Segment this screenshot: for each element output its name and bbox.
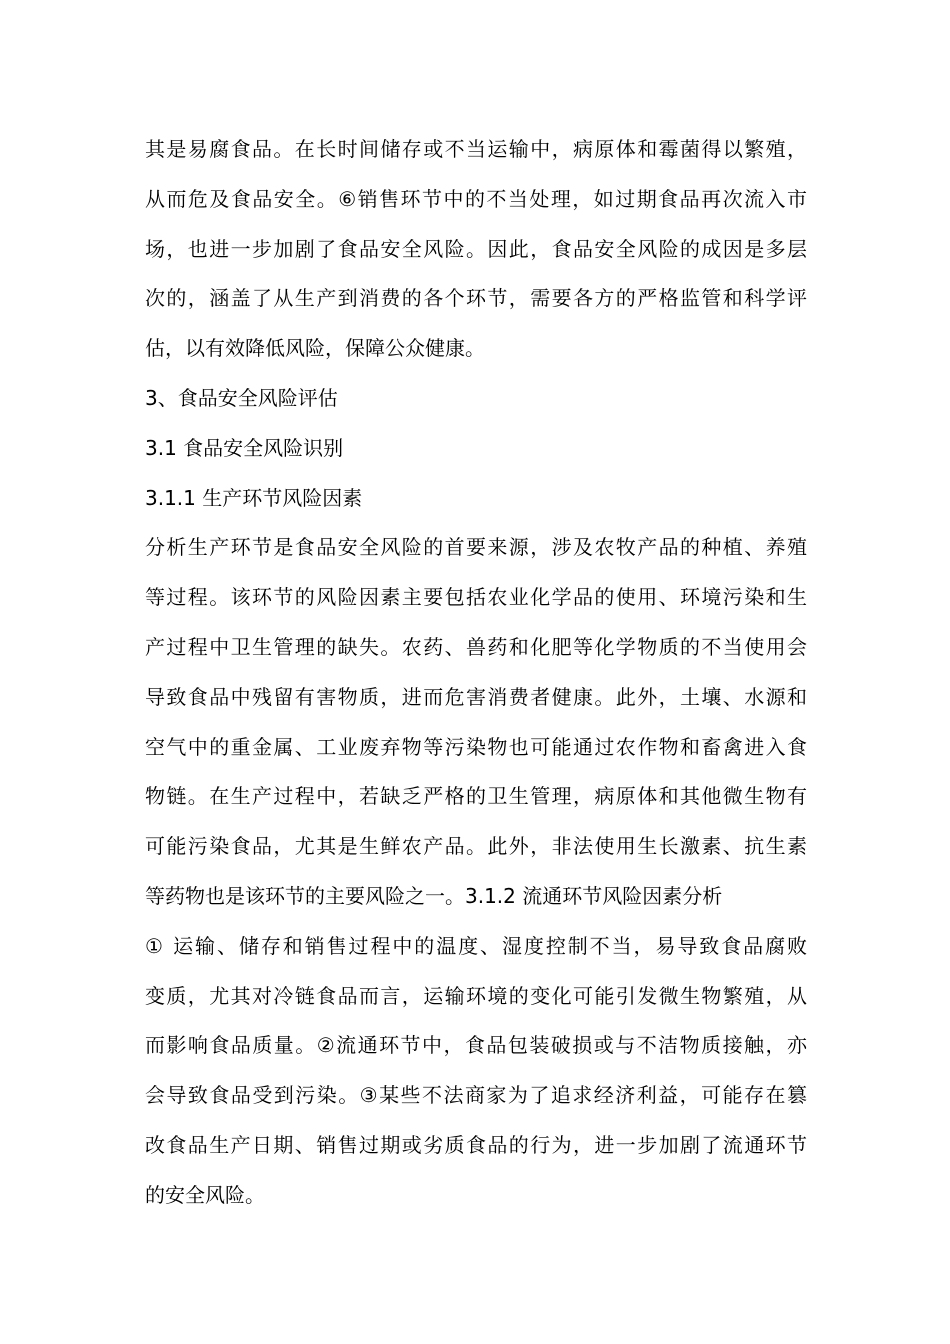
text-line: 分析生产环节是食品安全风险的首要来源，涉及农牧产品的种植、养殖 [145, 535, 807, 560]
text-line: 等药物也是该环节的主要风险之一。3.1.2 流通环节风险因素分析 [145, 883, 723, 908]
subsection-heading: 3.1 食品安全风险识别 [145, 435, 344, 460]
text-line: 产过程中卫生管理的缺失。农药、兽药和化肥等化学物质的不当使用会 [145, 634, 807, 659]
text-line: 其是易腐食品。在长时间储存或不当运输中，病原体和霉菌得以繁殖， [145, 137, 807, 161]
text-line: 空气中的重金属、工业废弃物等污染物也可能通过农作物和畜禽进入食 [145, 734, 807, 759]
text-line: 的安全风险。 [145, 1182, 265, 1207]
text-line: 会导致食品受到污染。③某些不法商家为了追求经济利益，可能存在篡 [145, 1083, 807, 1108]
text-line: 变质，尤其对冷链食品而言，运输环境的变化可能引发微生物繁殖，从 [145, 983, 807, 1008]
text-line: 从而危及食品安全。⑥销售环节中的不当处理，如过期食品再次流入市 [145, 186, 807, 211]
text-line: 导致食品中残留有害物质，进而危害消费者健康。此外，土壤、水源和 [145, 684, 807, 709]
subsubsection-heading: 3.1.1 生产环节风险因素 [145, 485, 363, 510]
text-line: 等过程。该环节的风险因素主要包括农业化学品的使用、环境污染和生 [145, 585, 807, 610]
document-page [145, 125, 807, 1221]
text-line: 可能污染食品，尤其是生鲜农产品。此外，非法使用生长激素、抗生素 [145, 834, 807, 859]
text-line: ① 运输、储存和销售过程中的温度、湿度控制不当，易导致食品腐败 [145, 933, 807, 958]
text-line: 估，以有效降低风险，保障公众健康。 [145, 336, 485, 361]
text-line: 物链。在生产过程中，若缺乏严格的卫生管理，病原体和其他微生物有 [145, 784, 807, 809]
section-heading: 3、食品安全风险评估 [145, 385, 338, 410]
text-line: 场，也进一步加剧了食品安全风险。因此，食品安全风险的成因是多层 [145, 236, 807, 261]
text-line: 次的，涵盖了从生产到消费的各个环节，需要各方的严格监管和科学评 [145, 286, 807, 311]
text-line: 而影响食品质量。②流通环节中，食品包装破损或与不洁物质接触，亦 [145, 1033, 807, 1058]
text-line: 改食品生产日期、销售过期或劣质食品的行为，进一步加剧了流通环节 [145, 1132, 807, 1157]
